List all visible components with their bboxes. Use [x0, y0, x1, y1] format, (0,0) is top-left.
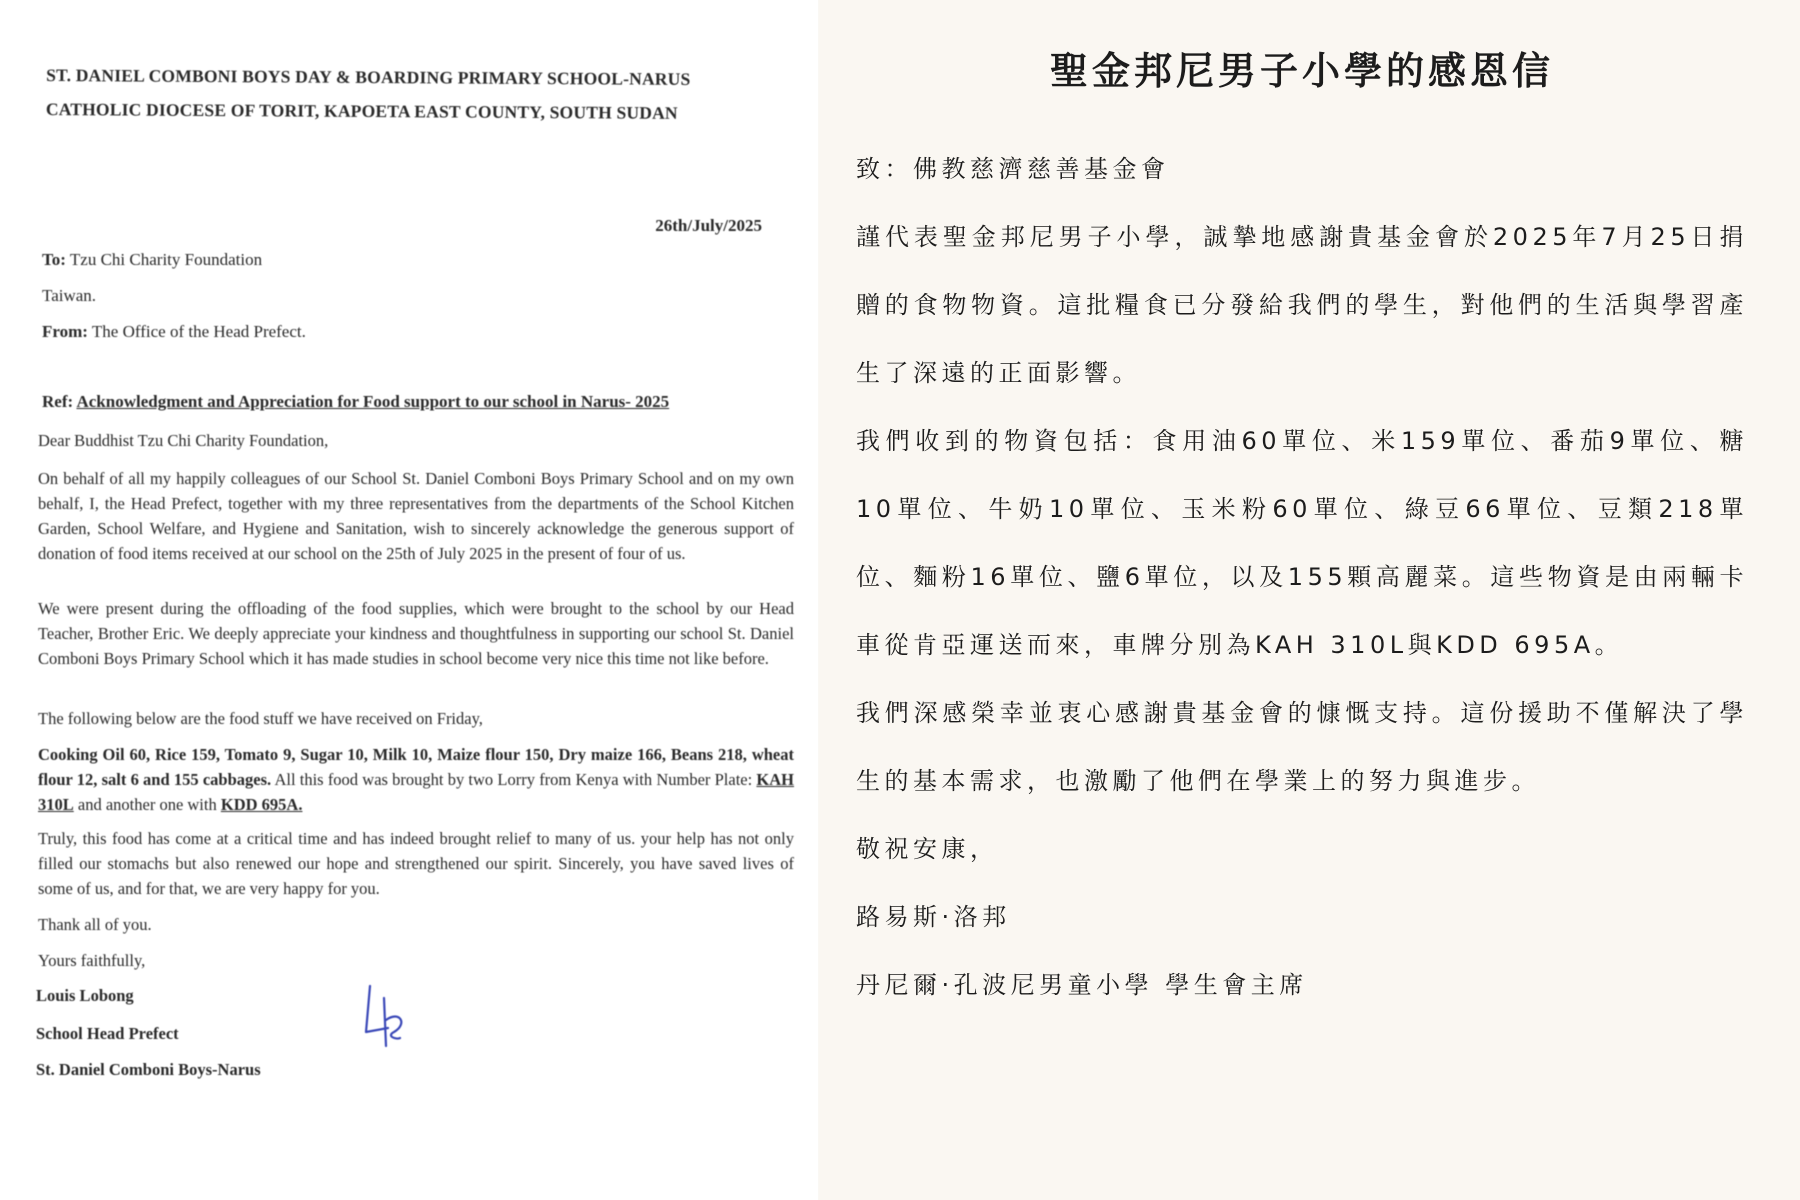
to-value: Tzu Chi Charity Foundation — [69, 250, 263, 269]
handwritten-signature — [356, 980, 420, 1060]
letterhead — [46, 58, 788, 131]
paragraph-4 — [38, 742, 794, 817]
from-line — [42, 322, 306, 342]
plate-1: KAH 310L — [38, 770, 795, 814]
signer-title: School Head Prefect — [36, 1024, 179, 1043]
to-line — [42, 250, 262, 270]
transport-text-b: and another one with — [77, 795, 217, 814]
letterhead-diocese: CATHOLIC DIOCESE OF TORIT, KAPOETA EAST COUNTY, SOUTH SUDAN — [45, 98, 678, 123]
translation-closing: 敬祝安康， — [856, 835, 999, 863]
signer-name: Louis Lobong — [36, 986, 134, 1005]
letter-date: 26th/July/2025 — [655, 216, 762, 235]
salutation: Dear Buddhist Tzu Chi Charity Foundation, — [38, 431, 329, 450]
chinese-translation — [818, 0, 1800, 1200]
ref-title: Acknowledgment and Appreciation for Food support to our school in Narus- 2025 — [76, 392, 670, 411]
closing-line: Yours faithfully, — [38, 951, 146, 970]
paragraph-3: The following below are the food stuff we have received on Friday, — [38, 709, 483, 728]
translation-signer-title: 丹尼爾·孔波尼男童小學 學生會主席 — [856, 971, 1308, 999]
plate-2: KDD 695A. — [220, 795, 303, 814]
reference-line — [42, 392, 772, 412]
signer-school: St. Daniel Comboni Boys-Narus — [36, 1060, 261, 1079]
translation-recipient: 致：佛教慈濟慈善基金會 — [856, 155, 1170, 183]
scanned-letter — [0, 0, 818, 1200]
translation-signer: 路易斯·洛邦 — [856, 903, 1011, 931]
food-list: Cooking Oil 60, Rice 159, Tomato 9, Sugar 10, Milk 10, Maize flour 150, Dry maize 166, Beans 218, wheat flour 12, salt 6 and 155 cabbages. — [38, 745, 794, 789]
thanks-line: Thank all of you. — [38, 915, 152, 934]
paragraph-1: On behalf of all my happily colleagues of our School St. Daniel Comboni Boys Primary School and on my own behalf, I, the Head Prefect, together with my three representatives from the departments of the School Kitchen Garden, School Welfare, and Hygiene and Sanitation, wish to sincerely acknowledge the generous support of donation of food items received at our school on the 25th of July 2025 in the present of four of us. — [38, 469, 794, 563]
translation-paragraph-2: 我們收到的物資包括：食用油60單位、米159單位、番茄9單位、糖10單位、牛奶10單位、玉米粉60單位、綠豆66單位、豆類218單位、麵粉16單位、鹽6單位，以及155顆高麗菜。這些物資是由兩輛卡車從肯亞運送而來，車牌分別為KAH 310L與KDD 695A。 — [856, 427, 1748, 659]
translation-paragraph-1: 謹代表聖金邦尼男子小學，誠摯地感謝貴基金會於2025年7月25日捐贈的食物物資。這批糧食已分發給我們的學生，對他們的生活與學習產生了深遠的正面影響。 — [856, 223, 1748, 387]
from-label: From: — [42, 322, 88, 341]
to-label: To: — [42, 250, 66, 269]
transport-text-a: All this food was brought by two Lorry from Kenya with Number Plate: — [274, 770, 753, 789]
to-country: Taiwan. — [42, 286, 97, 305]
ref-label: Ref: — [42, 392, 74, 411]
from-value: The Office of the Head Prefect. — [91, 322, 306, 341]
paragraph-2: We were present during the offloading of the food supplies, which were brought to the school by our Head Teacher, Brother Eric. We deeply appreciate your kindness and thoughtfulness in supporting our school St. Daniel Comboni Boys Primary School which it has made studies in school become very nice this time not like before. — [38, 599, 794, 668]
translation-title: 聖金邦尼男子小學的感恩信 — [1049, 48, 1554, 93]
paragraph-5: Truly, this food has come at a critical time and has indeed brought relief to many of us. your help has not only filled our stomachs but also renewed our hope and strengthened our spirit. Sincerely, you have saved lives of some of us, and for that, we are very happy for you. — [38, 829, 794, 898]
translation-paragraph-3: 我們深感榮幸並衷心感謝貴基金會的慷慨支持。這份援助不僅解決了學生的基本需求，也激勵了他們在學業上的努力與進步。 — [856, 699, 1748, 795]
letterhead-school: ST. DANIEL COMBONI BOYS DAY & BOARDING PRIMARY SCHOOL-NARUS — [46, 65, 691, 89]
